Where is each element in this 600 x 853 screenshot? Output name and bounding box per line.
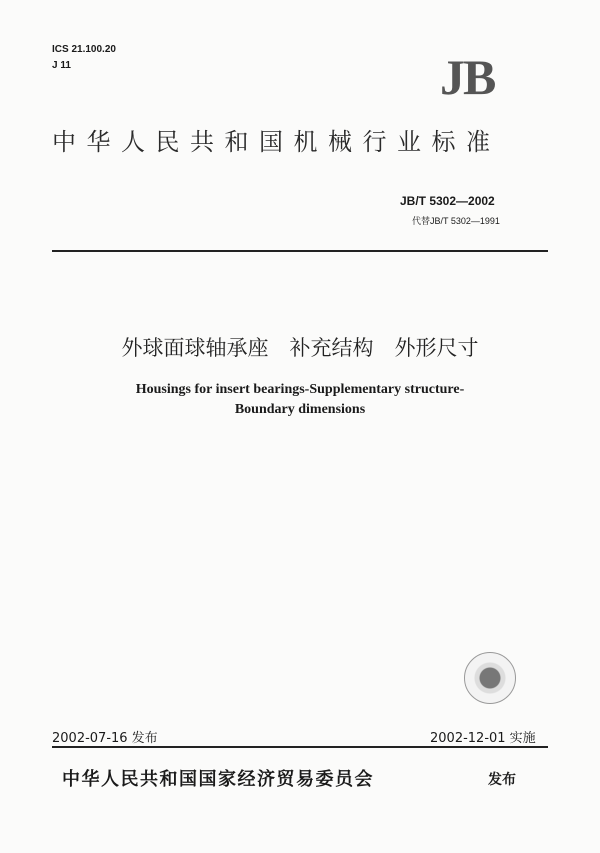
implement-date: 2002-12-01 实施 (430, 731, 536, 746)
publish-date: 2002-07-16 发布 (52, 731, 158, 746)
title-english-line1: Housings for insert bearings-Supplementary structure- (135, 382, 465, 397)
replaces-code: 代替JB/T 5302—1991 (412, 216, 500, 226)
title-chinese: 外球面球轴承座 补充结构 外形尺寸 (121, 336, 479, 360)
top-divider (52, 250, 548, 252)
org-title: 中华人民共和国机械行业标准 (52, 128, 501, 156)
title-english-line2: Boundary dimensions (234, 402, 366, 417)
issuer: 中华人民共和国国家经济贸易委员会 (62, 769, 374, 790)
ics-code: ICS 21.100.20 (52, 44, 116, 55)
ccs-code: J 11 (52, 60, 71, 71)
jb-logo: JB (440, 49, 495, 105)
bottom-divider (52, 746, 548, 748)
seal-stamp-icon (464, 652, 516, 704)
issuer-suffix: 发布 (488, 772, 516, 788)
standard-code: JB/T 5302—2002 (400, 194, 495, 208)
